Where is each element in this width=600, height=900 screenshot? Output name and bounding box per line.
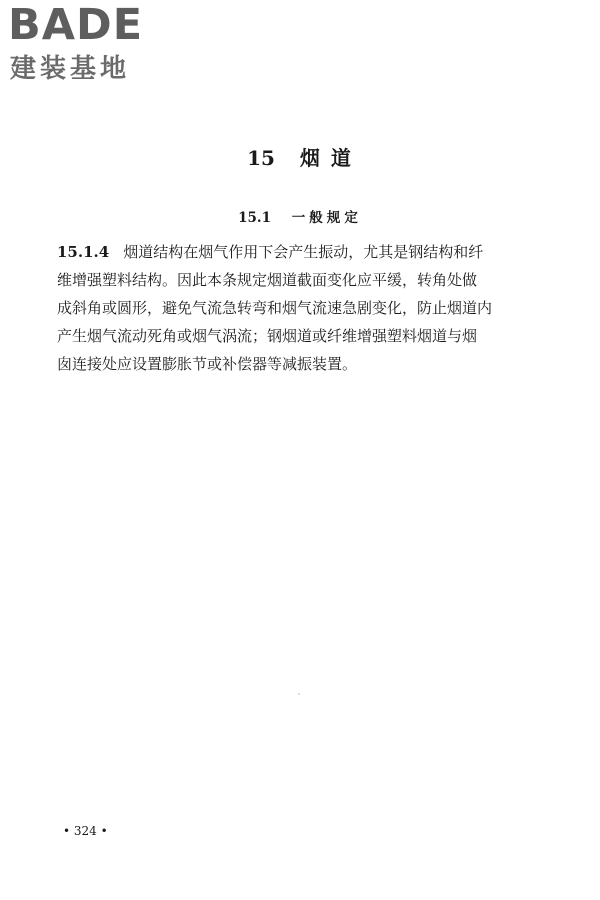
chapter-title: [0, 145, 600, 171]
clause-number: 15.1.4: [57, 243, 110, 261]
clause-line: 维增强塑料结构。因此本条规定烟道截面变化应平缓，转角处做: [57, 271, 478, 289]
clause-line: 产生烟气流动死角或烟气涡流；钢烟道或纤维增强塑料烟道与烟: [57, 327, 478, 345]
watermark-subtitle: 建装基地: [10, 54, 131, 84]
section-name: 一般规定: [291, 210, 362, 226]
chapter-number: 15: [247, 146, 275, 170]
section-title: [0, 208, 600, 228]
section-number: 15.1: [238, 210, 271, 226]
scan-speck: [298, 693, 300, 695]
clause-line: 囱连接处应设置膨胀节或补偿器等减振装置。: [57, 355, 358, 373]
clause-text: 烟道结构在烟气作用下会产生振动，尤其是钢结构和纤: [123, 243, 484, 261]
clause-line: 成斜角或圆形，避免气流急转弯和烟气流速急剧变化，防止烟道内: [57, 299, 493, 317]
clause-line: [57, 238, 545, 266]
watermark-logo: [8, 0, 178, 88]
page-number: • 324 •: [63, 824, 108, 838]
chapter-name: 烟 道: [299, 146, 353, 170]
clause-paragraph: [57, 238, 545, 378]
watermark-brand: BADE: [8, 0, 144, 50]
